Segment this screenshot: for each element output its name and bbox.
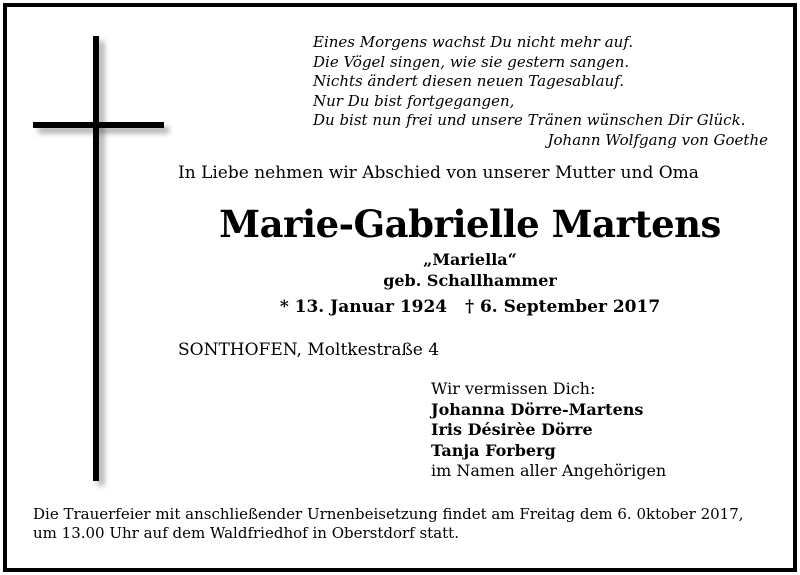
birth-date: * 13. Januar 1924: [279, 297, 448, 317]
intro-text: In Liebe nehmen wir Abschied von unserer Mutter und Oma: [178, 163, 699, 183]
cross-icon-horizontal: [33, 122, 164, 128]
mourner-name: Johanna Dörre-Martens: [431, 399, 644, 419]
death-date: † 6. September 2017: [465, 297, 661, 317]
cross-icon-vertical: [93, 36, 99, 481]
mourners-heading: Wir vermissen Dich:: [431, 379, 596, 398]
poem-line: Du bist nun frei und unsere Tränen wünschen Dir Glück.: [313, 111, 746, 129]
deceased-birth-name: geb. Schallhammer: [383, 271, 557, 290]
deceased-name: Marie-Gabrielle Martens: [219, 202, 721, 246]
mourner-name: Iris Désirèe Dörre: [431, 420, 593, 439]
deceased-nickname: „Mariella“: [423, 250, 517, 269]
funeral-service-info: [33, 505, 773, 543]
service-line: um 13.00 Uhr auf dem Waldfriedhof in Oberstdorf statt.: [33, 524, 459, 542]
poem-line: Nichts ändert diesen neuen Tagesablauf.: [313, 72, 625, 90]
poem-line: Eines Morgens wachst Du nicht mehr auf.: [313, 33, 634, 51]
poem-line: Nur Du bist fortgegangen,: [313, 91, 515, 110]
poem: [313, 33, 768, 150]
mourners-block: [431, 379, 666, 482]
mourners-closing: im Namen aller Angehörigen: [431, 461, 667, 480]
poem-author: Johann Wolfgang von Goethe: [547, 130, 768, 149]
poem-line: Die Vögel singen, wie sie gestern sangen.: [313, 52, 630, 71]
life-dates: [170, 297, 770, 317]
service-line: Die Trauerfeier mit anschließender Urnenbeisetzung findet am Freitag dem 6. 0ktober 2017,: [33, 505, 744, 523]
address: SONTHOFEN, Moltkestraße 4: [178, 340, 440, 360]
mourner-name: Tanja Forberg: [431, 440, 556, 460]
